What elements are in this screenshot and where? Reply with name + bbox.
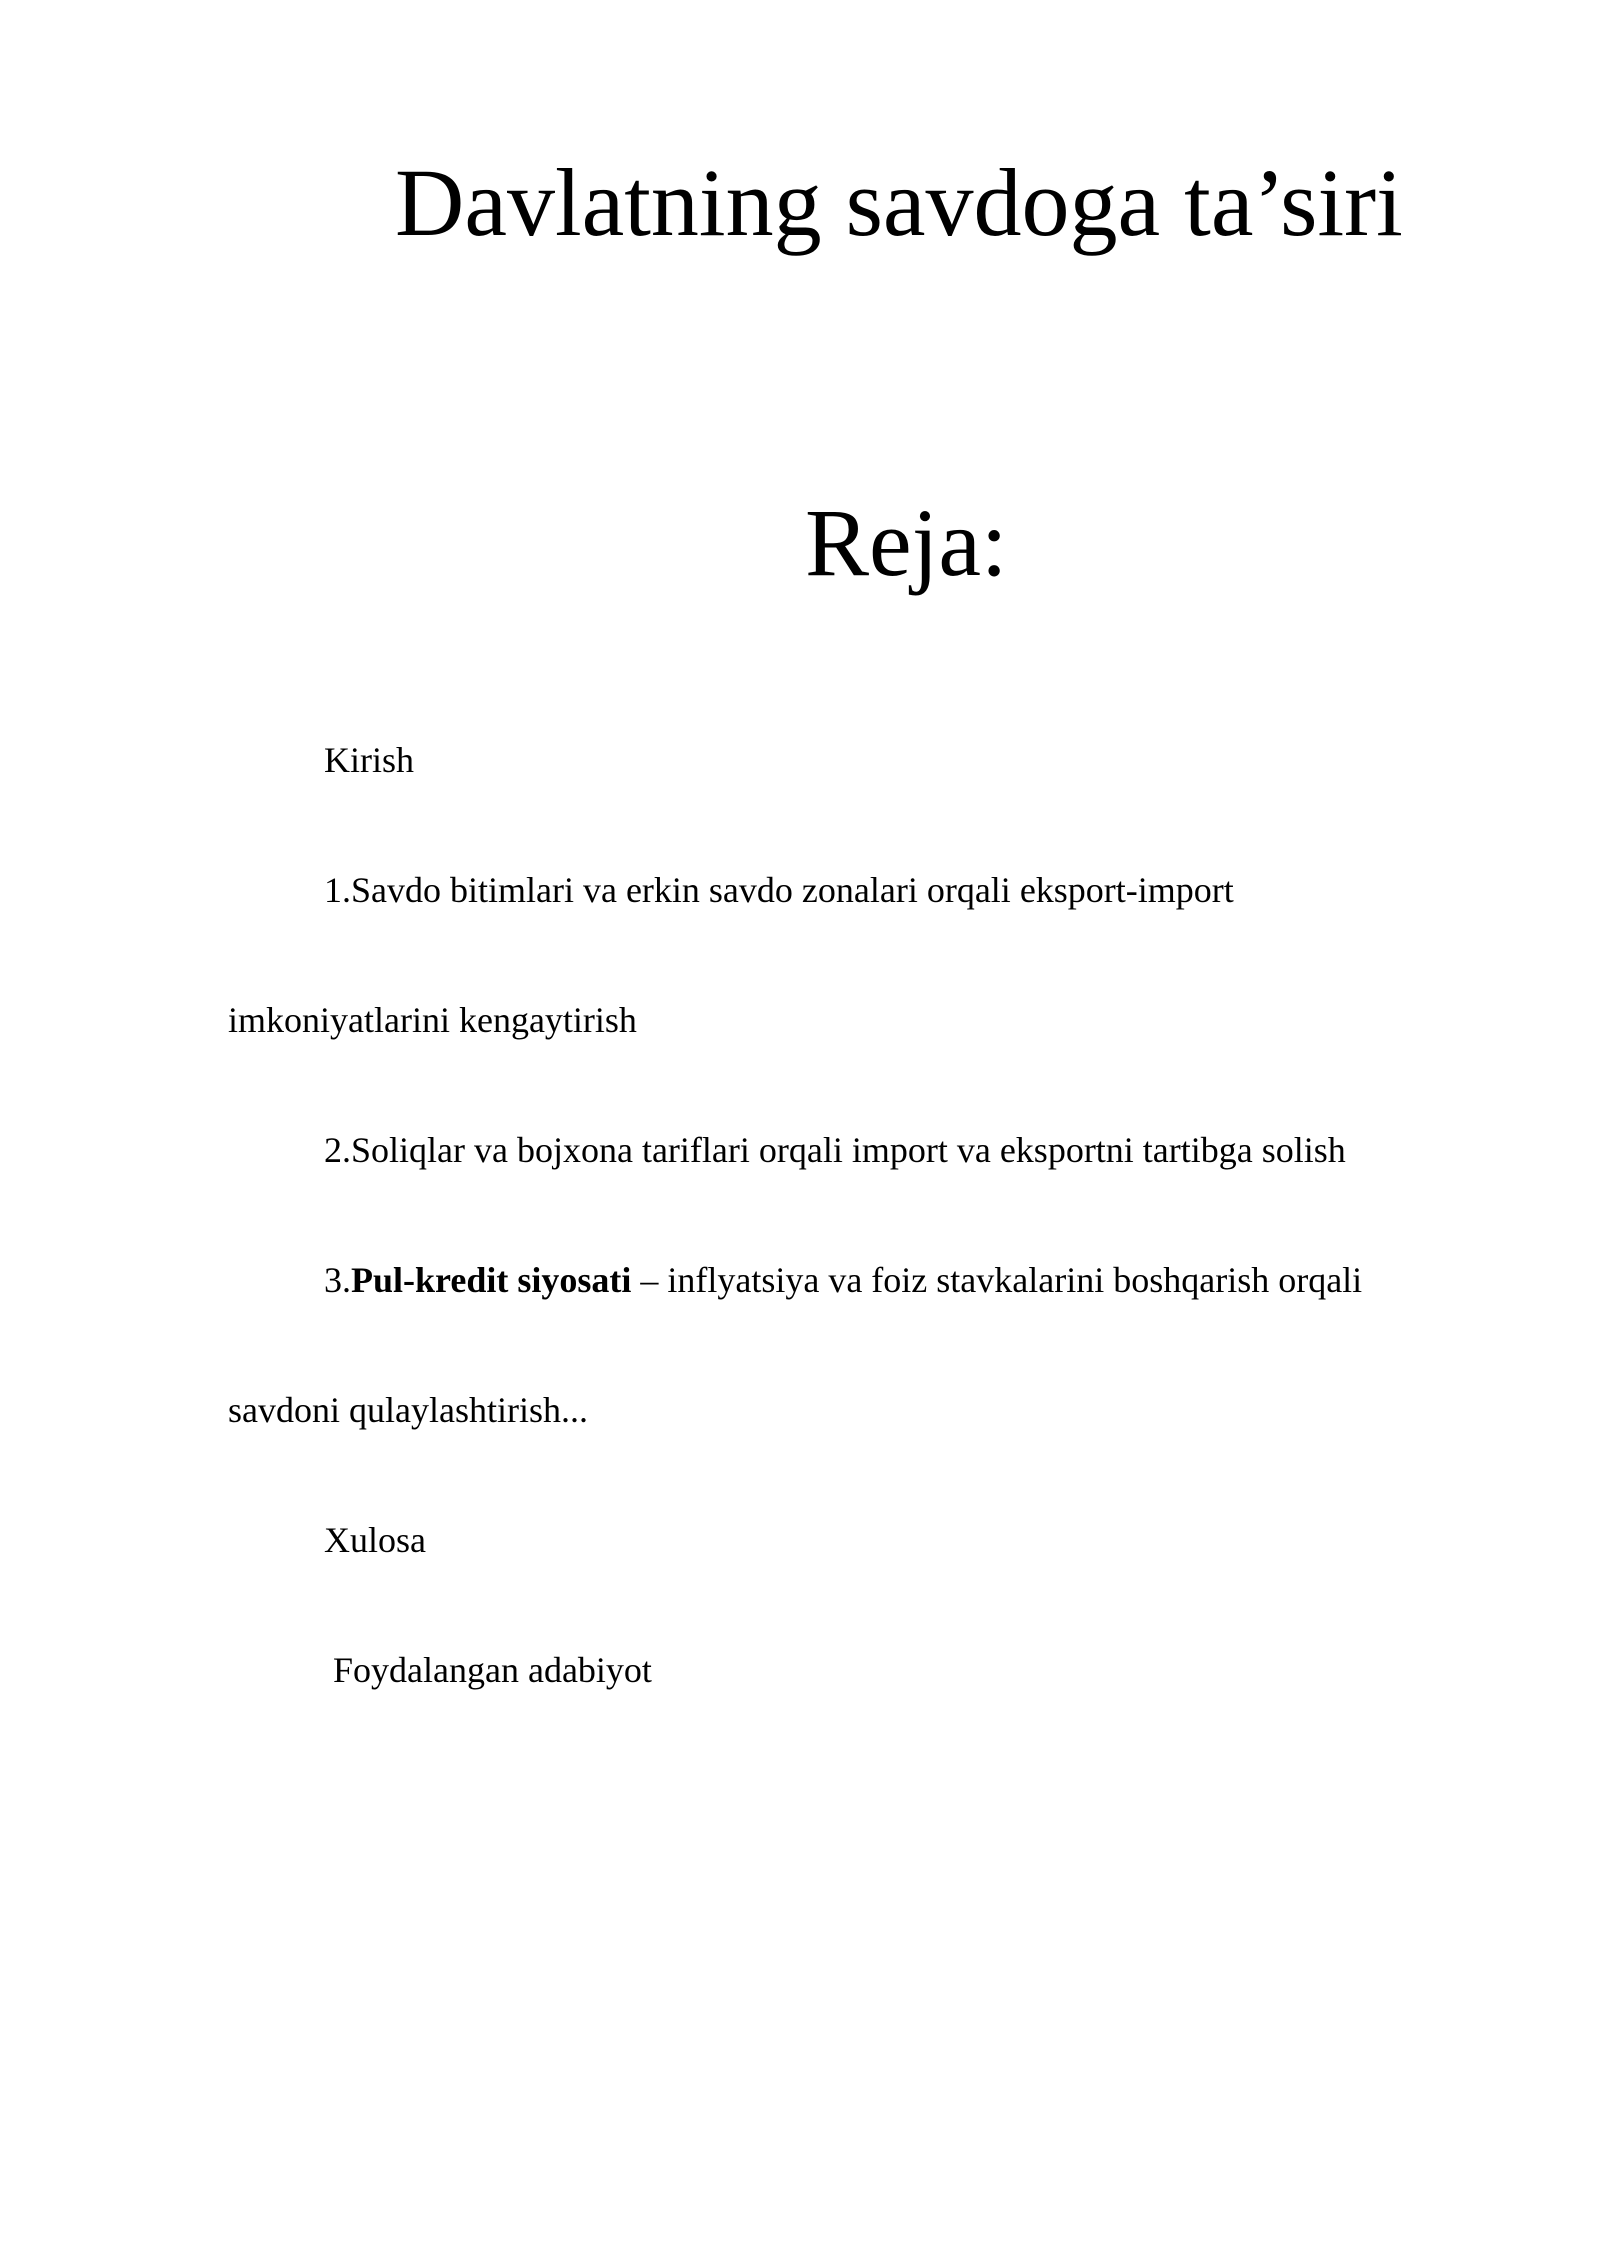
plan-item-intro: Kirish [324, 740, 414, 780]
plan-item-1-line-2: imkoniyatlarini kengaytirish [228, 1000, 637, 1040]
plan-item-3-line-2: savdoni qulaylashtirish... [228, 1390, 588, 1430]
plan-heading: Reja: [805, 489, 1008, 596]
plan-item-references: Foydalangan adabiyot [333, 1650, 652, 1690]
plan-item-3-line-1 [324, 1262, 1362, 1298]
plan-item-2: 2.Soliqlar va bojxona tariflari orqali import va eksportni tartibga solish [324, 1130, 1346, 1170]
document-title: Davlatning savdoga ta’siri [395, 149, 1403, 256]
plan-item-1-line-1: 1.Savdo bitimlari va erkin savdo zonalari orqali eksport-import [324, 870, 1234, 910]
plan-item-3-description: – inflyatsiya va foiz stavkalarini boshqarish orqali [631, 1260, 1363, 1300]
plan-item-3-bold-term: Pul-kredit siyosati [351, 1260, 632, 1300]
plan-item-3-number: 3. [324, 1260, 351, 1300]
plan-item-conclusion: Xulosa [324, 1520, 426, 1560]
